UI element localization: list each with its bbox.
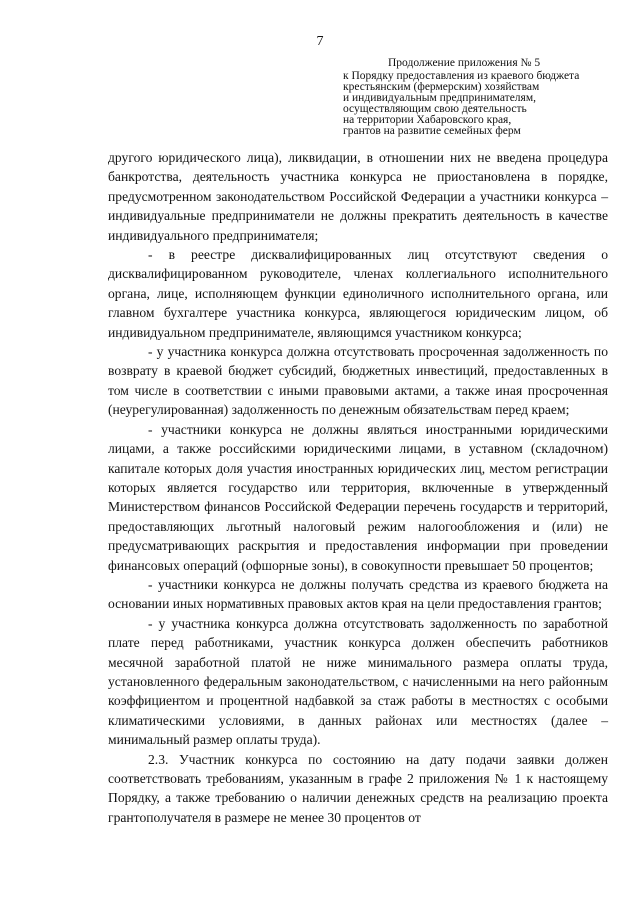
appendix-title: Продолжение приложения № 5 — [388, 57, 541, 69]
appendix-header-line: и индивидуальным предпринимателям, — [343, 92, 536, 104]
appendix-header-line: осуществляющим свою деятельность — [343, 103, 527, 115]
appendix-header-line: на территории Хабаровского края, — [343, 114, 512, 126]
appendix-header — [343, 58, 613, 137]
appendix-header-line: грантов на развитие семейных ферм — [343, 125, 521, 137]
paragraph-continuation: другого юридического лица), ликвидации, в отношении них не введена процедура банкротства, деятельность участника конкурса не приостановлена в порядке, предусмотренном законодательством Российской Федерации а участники конкурса – индивидуальные предприниматели не должны прекратить деятельность в качестве индивидуального предпринимателя; — [108, 150, 608, 243]
paragraph-wage-arrears: - у участника конкурса должна отсутствовать задолженность по заработной плате перед работниками, участник конкурса должен обеспечить работников месячной заработной платой не ниже минимального размера оплаты труда, установленного федеральным законодательством, с начисленными на него районным коэффициентом и процентной надбавкой за стаж работы в местностях с особыми климатическими условиями, в данных районах или местностях (далее – минимальный размер оплаты труда). — [108, 615, 608, 748]
page-number: 7 — [316, 34, 324, 49]
paragraph-section-2-3: 2.3. Участник конкурса по состоянию на дату подачи заявки должен соответствовать требованиям, указанным в графе 2 приложения № 1 к настоящему Порядку, а также требованию о наличии денежных средств на реализацию проекта грантополучателя в размере не менее 30 процентов от — [108, 751, 608, 825]
appendix-header-line: к Порядку предоставления из краевого бюджета — [343, 70, 580, 82]
document-body — [108, 148, 608, 827]
appendix-header-line: крестьянским (фермерским) хозяйствам — [343, 81, 540, 93]
paragraph-disqualified-registry: - в реестре дисквалифицированных лиц отсутствуют сведения о дисквалифицированном руководителе, членах коллегиального исполнительного органа, лице, исполняющем функции единоличного исполнительного органа, или главном бухгалтере участника конкурса, являющегося юридическим лицом, об индивидуальном предпринимателе, являющимся участником конкурса; — [108, 247, 608, 340]
paragraph-other-funds: - участники конкурса не должны получать средства из краевого бюджета на основании иных нормативных правовых актов края на цели предоставления грантов; — [108, 576, 608, 612]
paragraph-overdue-debt: - у участника конкурса должна отсутствовать просроченная задолженность по возврату в краевой бюджет субсидий, бюджетных инвестиций, предоставленных в том числе в соответствии с иными правовыми актами, а также иная просроченная (неурегулированная) задолженность по денежным обязательствам перед краем; — [108, 344, 608, 418]
paragraph-foreign-entities: - участники конкурса не должны являться иностранными юридическими лицами, а также российскими юридическими лицами, в уставном (складочном) капитале которых доля участия иностранных юридических лиц, местом регистрации которых является государство или территория, включенные в утвержденный Министерством финансов Российской Федерации перечень государств и территорий, предоставляющих льготный налоговый режим налогообложения и (или) не предусматривающих раскрытия и предоставления информации при проведении финансовых операций (офшорные зоны), в совокупности превышает 50 процентов; — [108, 421, 608, 573]
